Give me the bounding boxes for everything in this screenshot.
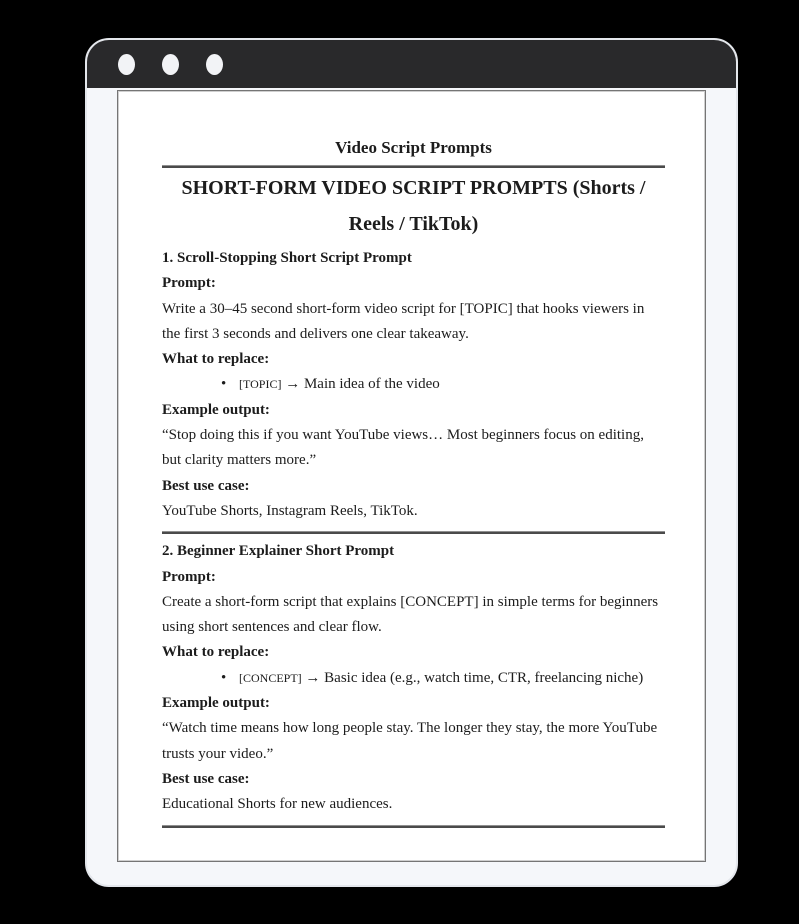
window-control-dot-icon[interactable]	[206, 54, 223, 75]
prompt-label: Prompt:	[162, 275, 216, 292]
replace-label: What to replace:	[162, 644, 270, 661]
prompt-section-1	[162, 246, 665, 524]
window-body	[87, 90, 736, 887]
example-label: Example output:	[162, 695, 270, 712]
bullet-item	[162, 372, 665, 397]
best-label: Best use case:	[162, 770, 250, 787]
section-divider	[162, 825, 665, 828]
section-title: 1. Scroll-Stopping Short Script Prompt	[162, 250, 412, 266]
title-divider	[162, 165, 665, 168]
document-heading: SHORT-FORM VIDEO SCRIPT PROMPTS (Shorts / Reels / TikTok)	[181, 177, 646, 235]
best-text: Educational Shorts for new audiences.	[162, 796, 393, 813]
prompt-section-2	[162, 539, 665, 817]
example-text: “Watch time means how long people stay. The longer they stay, the more YouTube trusts your video.”	[162, 720, 658, 762]
bullet-icon: •	[221, 376, 227, 393]
prompt-label: Prompt:	[162, 568, 216, 585]
arrow-icon: →	[305, 669, 321, 686]
arrow-icon: →	[285, 376, 301, 393]
section-title: 2. Beginner Explainer Short Prompt	[162, 543, 395, 560]
bullet-text: Basic idea (e.g., watch time, CTR, freelancing niche)	[324, 669, 644, 686]
prompt-text: Write a 30–45 second short-form video script for [TOPIC] that hooks viewers in the first 3 seconds and delivers one clear takeaway.	[162, 300, 645, 342]
window-titlebar	[87, 40, 736, 88]
section-divider	[162, 531, 665, 534]
example-text: “Stop doing this if you want YouTube views… Most beginners focus on editing, but clarity matters more.”	[162, 427, 644, 469]
bullet-token: [TOPIC]	[239, 377, 282, 392]
bullet-item	[162, 666, 665, 691]
bullet-token: [CONCEPT]	[239, 670, 302, 685]
example-label: Example output:	[162, 401, 270, 418]
bullet-text: Main idea of the video	[303, 376, 440, 393]
bullet-icon: •	[221, 669, 227, 686]
window-control-dot-icon[interactable]	[118, 54, 135, 75]
app-window	[85, 38, 738, 887]
replace-label: What to replace:	[162, 351, 270, 368]
window-control-dot-icon[interactable]	[162, 54, 179, 75]
best-text: YouTube Shorts, Instagram Reels, TikTok.	[162, 502, 418, 519]
document-title: Video Script Prompts	[335, 138, 492, 157]
best-label: Best use case:	[162, 477, 250, 494]
document-page	[117, 90, 706, 862]
prompt-text: Create a short-form script that explains [CONCEPT] in simple terms for beginners using short sentences and clear flow.	[162, 593, 659, 636]
